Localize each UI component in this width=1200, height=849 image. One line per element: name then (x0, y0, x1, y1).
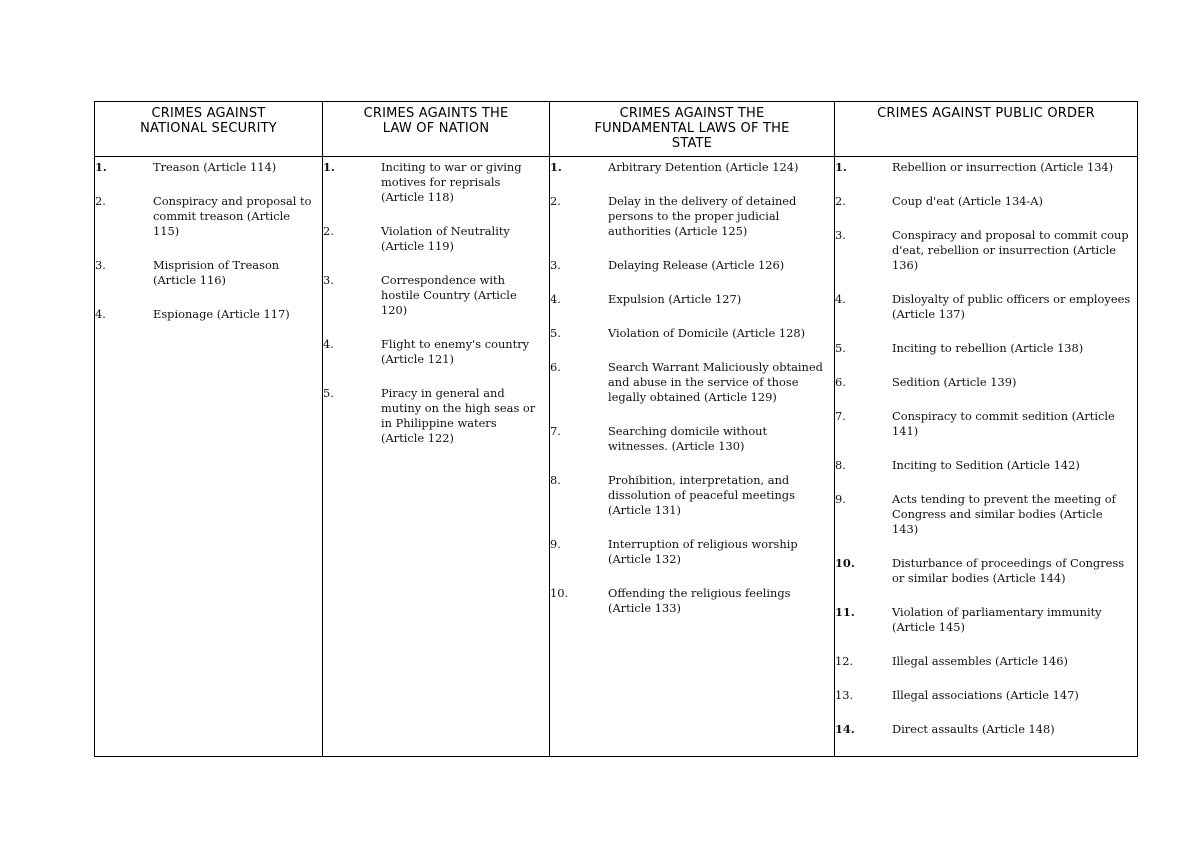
item-text: Delay in the delivery of detained persons to the proper judicial authorities (Article 125) (608, 194, 797, 238)
item-number: 2. (835, 194, 846, 208)
item-number: 10. (835, 556, 855, 570)
item-text: Delaying Release (Article 126) (608, 258, 785, 272)
item-number: 2. (550, 194, 561, 208)
header-national-security (95, 102, 323, 157)
item-number: 5. (835, 341, 846, 355)
item-text: Conspiracy and proposal to commit treason (Article 115) (153, 194, 312, 238)
header-line: CRIMES AGAINTS THE (363, 106, 509, 121)
item-number: 13. (835, 688, 854, 702)
item-number: 2. (323, 224, 334, 238)
item-text: Sedition (Article 139) (892, 375, 1017, 389)
header-line: CRIMES AGAINST PUBLIC ORDER (877, 106, 1095, 121)
item-number: 12. (835, 654, 854, 668)
crime-list (95, 157, 322, 322)
list-item (323, 386, 543, 446)
item-text: Conspiracy to commit sedition (Article 141) (892, 409, 1115, 438)
item-text: Correspondence with hostile Country (Article 120) (381, 273, 517, 317)
list-item (835, 688, 1131, 703)
header-line: NATIONAL SECURITY (140, 121, 277, 136)
item-number: 5. (323, 386, 334, 400)
list-item (835, 458, 1131, 473)
item-text: Direct assaults (Article 148) (892, 722, 1055, 736)
header-public-order (835, 102, 1138, 157)
list-item (550, 326, 828, 341)
item-text: Interruption of religious worship (Article 132) (608, 537, 798, 566)
list-item (835, 160, 1131, 175)
item-text: Misprision of Treason (Article 116) (153, 258, 280, 287)
item-number: 9. (835, 492, 846, 506)
list-item (95, 194, 316, 239)
list-item (835, 375, 1131, 390)
list-item (323, 224, 543, 254)
list-item (550, 258, 828, 273)
item-number: 7. (550, 424, 561, 438)
header-line: CRIMES AGAINST (151, 106, 266, 121)
list-item (550, 424, 828, 454)
list-item (550, 360, 828, 405)
item-text: Illegal assembles (Article 146) (892, 654, 1068, 668)
list-item (835, 409, 1131, 439)
item-text: Inciting to war or giving motives for reprisals (Article 118) (381, 160, 522, 204)
crime-list (835, 157, 1137, 737)
item-number: 4. (550, 292, 561, 306)
item-text: Rebellion or insurrection (Article 134) (892, 160, 1114, 174)
list-item (550, 194, 828, 239)
item-number: 6. (835, 375, 846, 389)
header-line: STATE (671, 136, 713, 151)
item-text: Illegal associations (Article 147) (892, 688, 1079, 702)
list-item (323, 273, 543, 318)
item-text: Arbitrary Detention (Article 124) (608, 160, 799, 174)
item-text: Treason (Article 114) (153, 160, 277, 174)
item-number: 3. (835, 228, 846, 242)
list-item (835, 722, 1131, 737)
item-text: Flight to enemy's country (Article 121) (381, 337, 530, 366)
list-item (550, 160, 828, 175)
item-number: 3. (550, 258, 561, 272)
item-text: Acts tending to prevent the meeting of Congress and similar bodies (Article 143) (892, 492, 1116, 536)
column-fundamental-laws (550, 157, 835, 757)
item-text: Violation of Domicile (Article 128) (608, 326, 806, 340)
item-number: 4. (323, 337, 334, 351)
item-text: Search Warrant Maliciously obtained and abuse in the service of those legally obtained (Article 129) (608, 360, 823, 404)
item-text: Disloyalty of public officers or employees (Article 137) (892, 292, 1131, 321)
list-item (835, 341, 1131, 356)
header-line: LAW OF NATION (382, 121, 490, 136)
item-text: Expulsion (Article 127) (608, 292, 742, 306)
list-item (550, 473, 828, 518)
list-item (835, 654, 1131, 669)
list-item (835, 605, 1131, 635)
item-number: 11. (835, 605, 855, 619)
item-text: Searching domicile without witnesses. (Article 130) (608, 424, 768, 453)
item-text: Violation of parliamentary immunity (Article 145) (892, 605, 1102, 634)
item-number: 1. (835, 160, 847, 174)
list-item (835, 194, 1131, 209)
item-number: 8. (835, 458, 846, 472)
item-text: Espionage (Article 117) (153, 307, 290, 321)
crime-list (323, 157, 549, 446)
header-law-of-nation (323, 102, 550, 157)
body-row (95, 157, 1138, 757)
list-item (835, 292, 1131, 322)
header-line: FUNDAMENTAL LAWS OF THE (594, 121, 790, 136)
list-item (95, 307, 316, 322)
item-number: 5. (550, 326, 561, 340)
item-number: 4. (95, 307, 106, 321)
list-item (550, 292, 828, 307)
item-text: Prohibition, interpretation, and dissolution of peaceful meetings (Article 131) (608, 473, 795, 517)
column-national-security (95, 157, 323, 757)
item-number: 4. (835, 292, 846, 306)
item-number: 14. (835, 722, 855, 736)
column-law-of-nation (323, 157, 550, 757)
header-line: CRIMES AGAINST THE (619, 106, 765, 121)
item-number: 9. (550, 537, 561, 551)
item-text: Coup d'eat (Article 134-A) (892, 194, 1043, 208)
item-number: 1. (323, 160, 335, 174)
list-item (95, 258, 316, 288)
list-item (550, 586, 828, 616)
item-number: 1. (95, 160, 107, 174)
crimes-table (94, 101, 1138, 757)
crime-list (550, 157, 834, 616)
item-number: 6. (550, 360, 561, 374)
list-item (323, 160, 543, 205)
item-text: Disturbance of proceedings of Congress or similar bodies (Article 144) (892, 556, 1125, 585)
list-item (835, 492, 1131, 537)
list-item (323, 337, 543, 367)
item-number: 8. (550, 473, 561, 487)
list-item (95, 160, 316, 175)
item-text: Piracy in general and mutiny on the high seas or in Philippine waters (Article 122) (381, 386, 536, 445)
item-number: 3. (323, 273, 334, 287)
item-number: 10. (550, 586, 569, 600)
item-number: 1. (550, 160, 562, 174)
header-row (95, 102, 1138, 157)
item-text: Inciting to rebellion (Article 138) (892, 341, 1084, 355)
item-number: 7. (835, 409, 846, 423)
list-item (835, 228, 1131, 273)
item-text: Conspiracy and proposal to commit coup d'eat, rebellion or insurrection (Article 136) (892, 228, 1129, 272)
item-number: 2. (95, 194, 106, 208)
list-item (550, 537, 828, 567)
item-text: Violation of Neutrality (Article 119) (381, 224, 510, 253)
item-text: Offending the religious feelings (Article 133) (608, 586, 791, 615)
list-item (835, 556, 1131, 586)
column-public-order (835, 157, 1138, 757)
header-fundamental-laws (550, 102, 835, 157)
item-number: 3. (95, 258, 106, 272)
item-text: Inciting to Sedition (Article 142) (892, 458, 1080, 472)
